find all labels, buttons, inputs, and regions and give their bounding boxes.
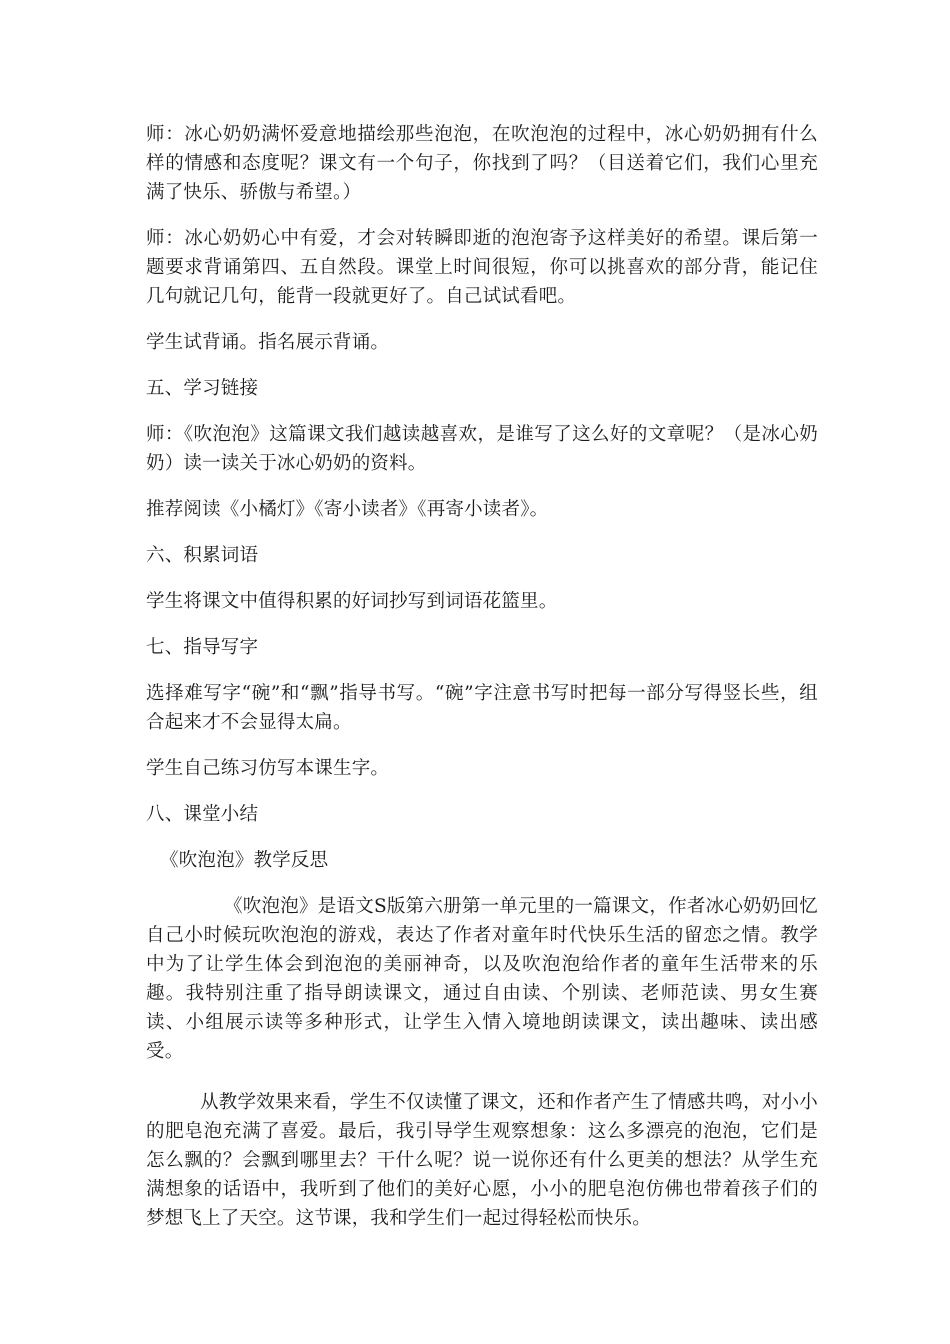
paragraph-writing-guidance: 选择难写字“碗”和“飘”指导书写。“碗”字注意书写时把每一部分写得竖长些，组合起来才不会显得太扁。 <box>146 683 818 733</box>
paragraph-recommended-reading: 推荐阅读《小橘灯》《寄小读者》《再寄小读者》。 <box>146 499 549 520</box>
reflection-title: 《吹泡泡》教学反思 <box>160 850 329 871</box>
paragraph-student-recite: 学生试背诵。指名展示背诵。 <box>146 332 390 353</box>
section-heading-6: 六、积累词语 <box>146 545 259 566</box>
section-heading-5: 五、学习链接 <box>146 378 259 399</box>
paragraph-writing-practice: 学生自己练习仿写本课生字。 <box>146 758 390 779</box>
paragraph-word-accumulation: 学生将课文中值得积累的好词抄写到词语花篮里。 <box>146 591 558 612</box>
paragraph-reflection-2: 从教学效果来看，学生不仅读懂了课文，还和作者产生了情感共鸣，对小小的肥皂泡充满了喜爱。最后，我引导学生观察想象：这么多漂亮的泡泡，它们是怎么飘的？会飘到哪里去？干什么呢？说一说你还有什么更美的想法？从学生充满想象的话语中，我听到了他们的美好心愿，小小的肥皂泡仿佛也带着孩子们的梦想飞上了天空。这节课，我和学生们一起过得轻松而快乐。 <box>146 1092 818 1229</box>
section-heading-7: 七、指导写字 <box>146 637 259 658</box>
paragraph-teacher-recite: 师：冰心奶奶心中有爱，才会对转瞬即逝的泡泡寄予这样美好的希望。课后第一题要求背诵第四、五自然段。课堂上时间很短，你可以挑喜欢的部分背，能记住几句就记几句，能背一段就更好了。自己试试看吧。 <box>146 228 818 307</box>
document-body <box>146 120 818 1250</box>
section-heading-8: 八、课堂小结 <box>146 804 259 825</box>
paragraph-teacher-question: 师：冰心奶奶满怀爱意地描绘那些泡泡，在吹泡泡的过程中，冰心奶奶拥有什么样的情感和态度呢？课文有一个句子，你找到了吗？（目送着它们，我们心里充满了快乐、骄傲与希望。） <box>146 124 818 203</box>
paragraph-teacher-author: 师：《吹泡泡》这篇课文我们越读越喜欢，是谁写了这么好的文章呢？（是冰心奶奶）读一读关于冰心奶奶的资料。 <box>146 424 818 474</box>
paragraph-reflection-1: 《吹泡泡》是语文S版第六册第一单元里的一篇课文，作者冰心奶奶回忆自己小时候玩吹泡泡的游戏，表达了作者对童年时代快乐生活的留恋之情。教学中为了让学生体会到泡泡的美丽神奇，以及吹泡泡给作者的童年生活带来的乐趣。我特别注重了指导朗读课文，通过自由读、个别读、老师范读、男女生赛读、小组展示读等多种形式，让学生入情入境地朗读课文，读出趣味、读出感受。 <box>146 896 818 1062</box>
